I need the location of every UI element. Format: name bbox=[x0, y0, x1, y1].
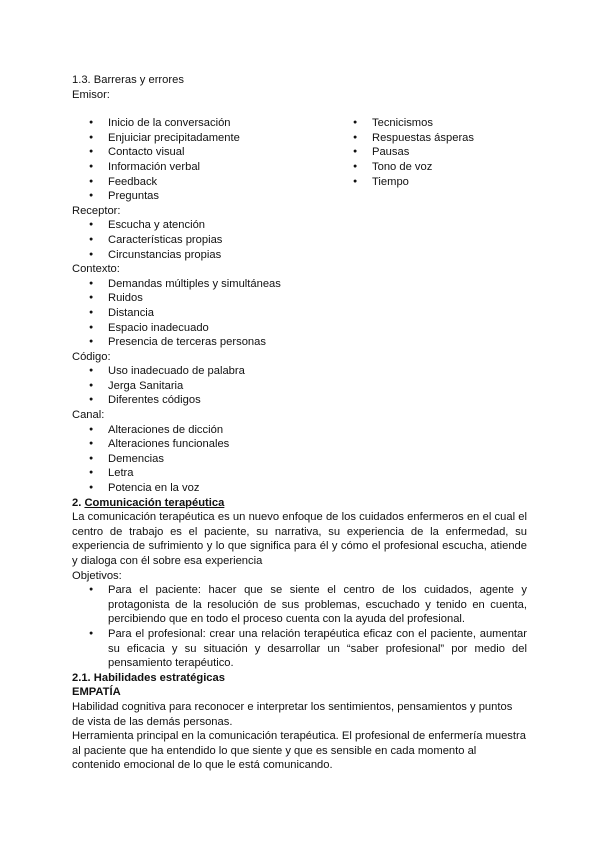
section-heading-comunicacion bbox=[72, 496, 527, 511]
list-item: ● Uso inadecuado de palabra bbox=[72, 364, 527, 379]
list-item: ● Información verbal bbox=[72, 160, 336, 175]
intro-paragraph: La comunicación terapéutica es un nuevo enfoque de los cuidados enfermeros en el cual el centro de trabajo es el paciente, su narrativa, su experiencia de la enfermedad, su experiencia de sufrimiento y lo que significa para él y cómo el profesional escucha, atiende y dialoga con él sobre esa experiencia bbox=[72, 511, 527, 567]
list-item: ● Tono de voz bbox=[336, 160, 527, 175]
list-item: ● Jerga Sanitaria bbox=[72, 379, 527, 394]
list-item: ● Escucha y atención bbox=[72, 218, 527, 233]
empatia-heading: EMPATÍA bbox=[72, 686, 121, 699]
list-item: ● Presencia de terceras personas bbox=[72, 335, 527, 350]
receptor-label: Receptor: bbox=[72, 204, 121, 217]
list-item: ● Demencias bbox=[72, 452, 527, 467]
canal-list bbox=[72, 423, 527, 496]
empatia-paragraph-1: Habilidad cognitiva para reconocer e interpretar los sentimientos, pensamientos y puntos de vista de las demás personas. bbox=[72, 700, 513, 728]
codigo-label: Código: bbox=[72, 350, 111, 363]
codigo-list bbox=[72, 364, 527, 408]
list-item: ● Ruidos bbox=[72, 291, 527, 306]
list-item: ● Alteraciones de dicción bbox=[72, 423, 527, 438]
list-item: ● Preguntas bbox=[72, 189, 336, 204]
section-number: 2. bbox=[72, 496, 85, 509]
objetivos-list bbox=[72, 583, 527, 671]
list-item: ● Para el paciente: hacer que se siente el centro de los cuidados, agente y protagonista de la resolución de sus problemas, escuchado y tenido en cuenta, percibiendo que en todo el proceso cuenta con la ayuda del profesional. bbox=[72, 583, 527, 627]
document-page bbox=[72, 73, 527, 773]
list-item: ● Espacio inadecuado bbox=[72, 321, 527, 336]
list-item: ● Inicio de la conversación bbox=[72, 116, 336, 131]
list-item: ● Distancia bbox=[72, 306, 527, 321]
section-heading-habilidades: 2.1. Habilidades estratégicas bbox=[72, 671, 225, 684]
list-item: ● Alteraciones funcionales bbox=[72, 437, 527, 452]
list-item: ● Tiempo bbox=[336, 175, 527, 190]
list-item: ● Potencia en la voz bbox=[72, 481, 527, 496]
list-item: ● Pausas bbox=[336, 145, 527, 160]
contexto-label: Contexto: bbox=[72, 263, 120, 276]
section-title: Comunicación terapéutica bbox=[84, 496, 225, 509]
list-item: ● Características propias bbox=[72, 233, 527, 248]
emisor-list-right bbox=[336, 116, 527, 204]
section-heading-barreras: 1.3. Barreras y errores bbox=[72, 74, 184, 86]
emisor-list-left bbox=[72, 116, 336, 204]
contexto-list bbox=[72, 277, 527, 350]
canal-label: Canal: bbox=[72, 409, 105, 422]
emisor-columns bbox=[72, 116, 527, 204]
list-item: ● Tecnicismos bbox=[336, 116, 527, 131]
list-item: ● Letra bbox=[72, 466, 527, 481]
list-item: ● Enjuiciar precipitadamente bbox=[72, 131, 336, 146]
list-item: ● Diferentes códigos bbox=[72, 393, 527, 408]
list-item: ● Circunstancias propias bbox=[72, 248, 527, 263]
emisor-label: Emisor: bbox=[72, 88, 110, 101]
list-item: ● Respuestas ásperas bbox=[336, 131, 527, 146]
list-item: ● Demandas múltiples y simultáneas bbox=[72, 277, 527, 292]
objetivos-label: Objetivos: bbox=[72, 569, 122, 582]
list-item: ● Feedback bbox=[72, 175, 336, 190]
list-item: ● Contacto visual bbox=[72, 145, 336, 160]
empatia-paragraph-2: Herramienta principal en la comunicación terapéutica. El profesional de enfermería muestra al paciente que ha entendido lo que siente y que es sensible en cada momento al contenido emocional de lo que le está comunicando. bbox=[72, 730, 526, 772]
list-item: ● Para el profesional: crear una relación terapéutica eficaz con el paciente, aumentar su eficacia y su situación y desarrollar un “saber profesional” por medio del pensamiento terapéutico. bbox=[72, 627, 527, 671]
receptor-list bbox=[72, 218, 527, 262]
